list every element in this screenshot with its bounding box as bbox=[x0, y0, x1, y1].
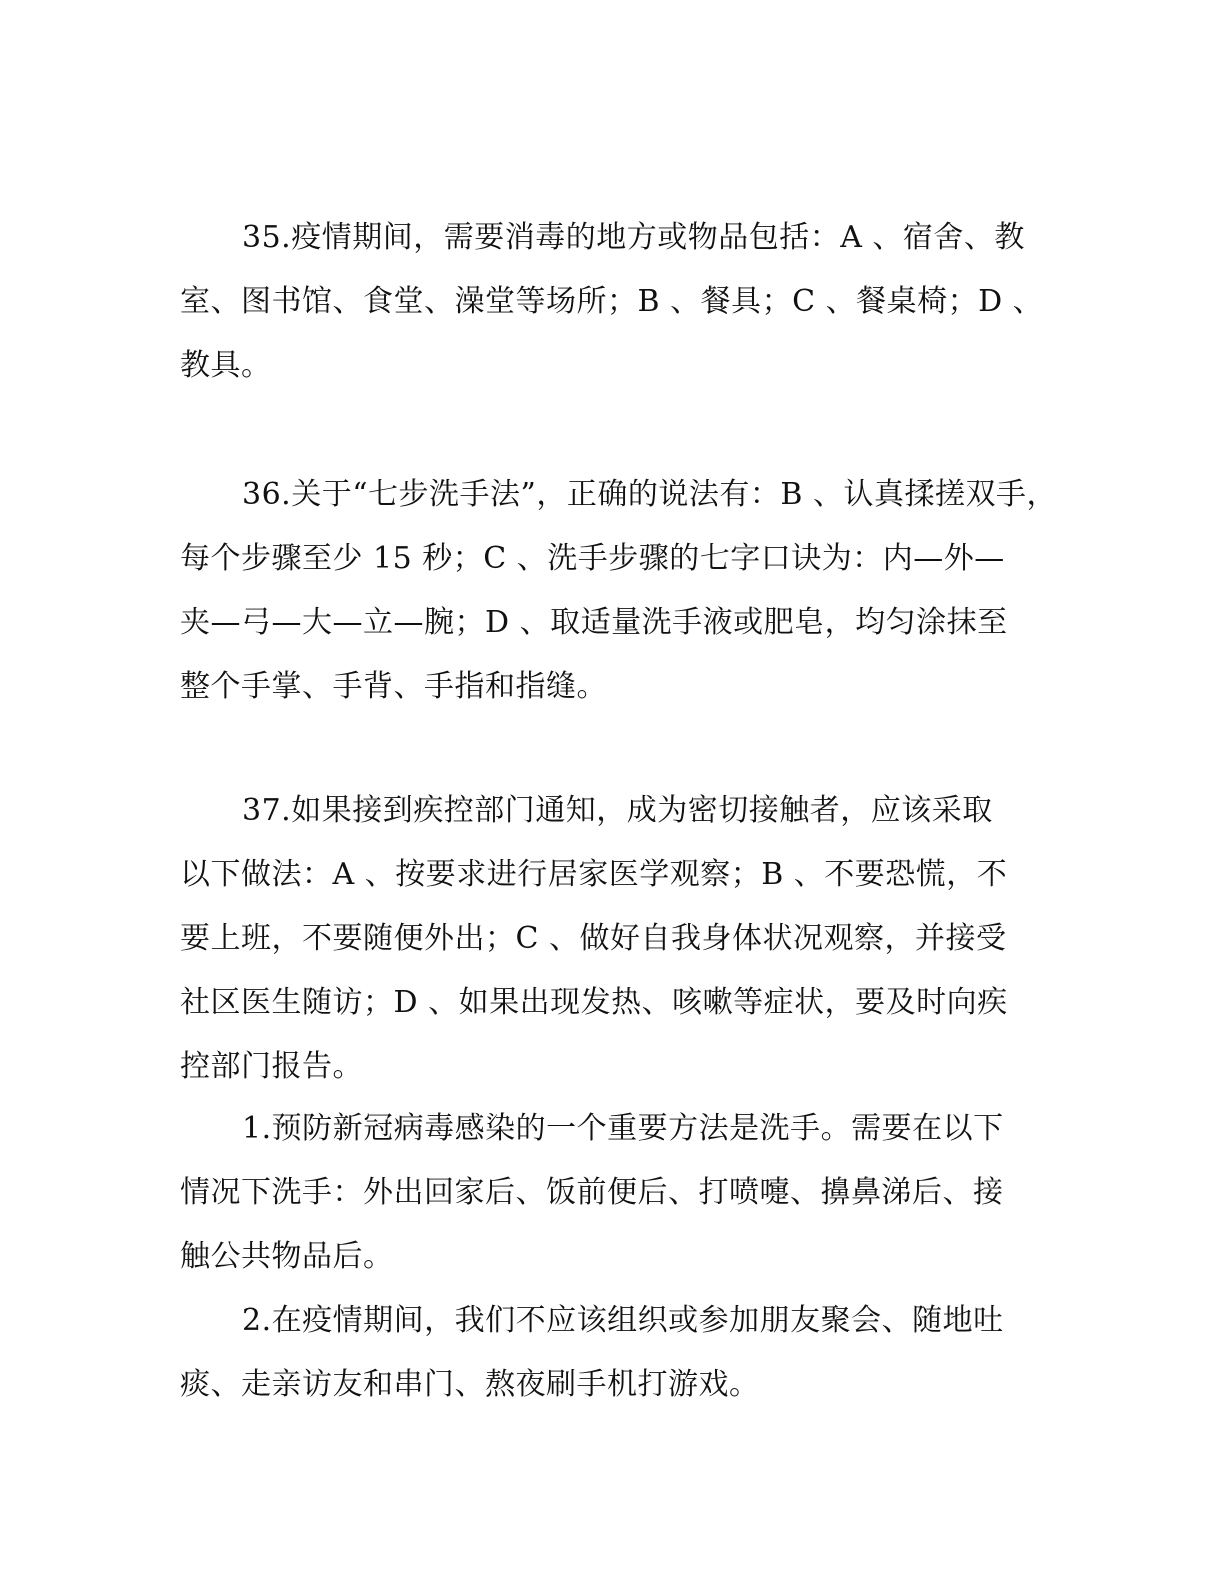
item2-line-2: 痰、走亲访友和串门、熬夜刷手机打游戏。 bbox=[180, 1367, 760, 1402]
item2-line-1: 2.在疫情期间，我们不应该组织或参加朋友聚会、随地吐 bbox=[242, 1303, 1004, 1338]
q37-line-5: 控部门报告。 bbox=[180, 1049, 363, 1084]
q36-line-3: 夹—弓—大—立—腕；D 、取适量洗手液或肥皂，均匀涂抹至 bbox=[180, 605, 1008, 640]
q36-line-1: 36.关于“七步洗手法”，正确的说法有：B 、认真揉搓双手， bbox=[242, 477, 1057, 512]
item1-line-1: 1.预防新冠病毒感染的一个重要方法是洗手。需要在以下 bbox=[242, 1111, 1004, 1146]
q37-line-2: 以下做法：A 、按要求进行居家医学观察；B 、不要恐慌，不 bbox=[180, 857, 1008, 892]
q37-line-4: 社区医生随访；D 、如果出现发热、咳嗽等症状，要及时向疾 bbox=[180, 985, 1008, 1020]
item1-line-3: 触公共物品后。 bbox=[180, 1239, 394, 1274]
q37-line-3: 要上班，不要随便外出；C 、做好自我身体状况观察，并接受 bbox=[180, 921, 1007, 956]
item1-line-2: 情况下洗手：外出回家后、饭前便后、打喷嚏、擤鼻涕后、接 bbox=[180, 1175, 1004, 1210]
q35-line-3: 教具。 bbox=[180, 348, 272, 383]
q36-line-4: 整个手掌、手背、手指和指缝。 bbox=[180, 669, 607, 704]
q37-line-1: 37.如果接到疾控部门通知，成为密切接触者，应该采取 bbox=[242, 793, 993, 828]
q35-line-1: 35.疫情期间，需要消毒的地方或物品包括：A 、宿舍、教 bbox=[242, 220, 1025, 255]
q36-line-2: 每个步骤至少 15 秒；C 、洗手步骤的七字口诀为：内—外— bbox=[180, 541, 1005, 576]
q35-line-2: 室、图书馆、食堂、澡堂等场所；B 、餐具；C 、餐桌椅；D 、 bbox=[180, 284, 1044, 319]
